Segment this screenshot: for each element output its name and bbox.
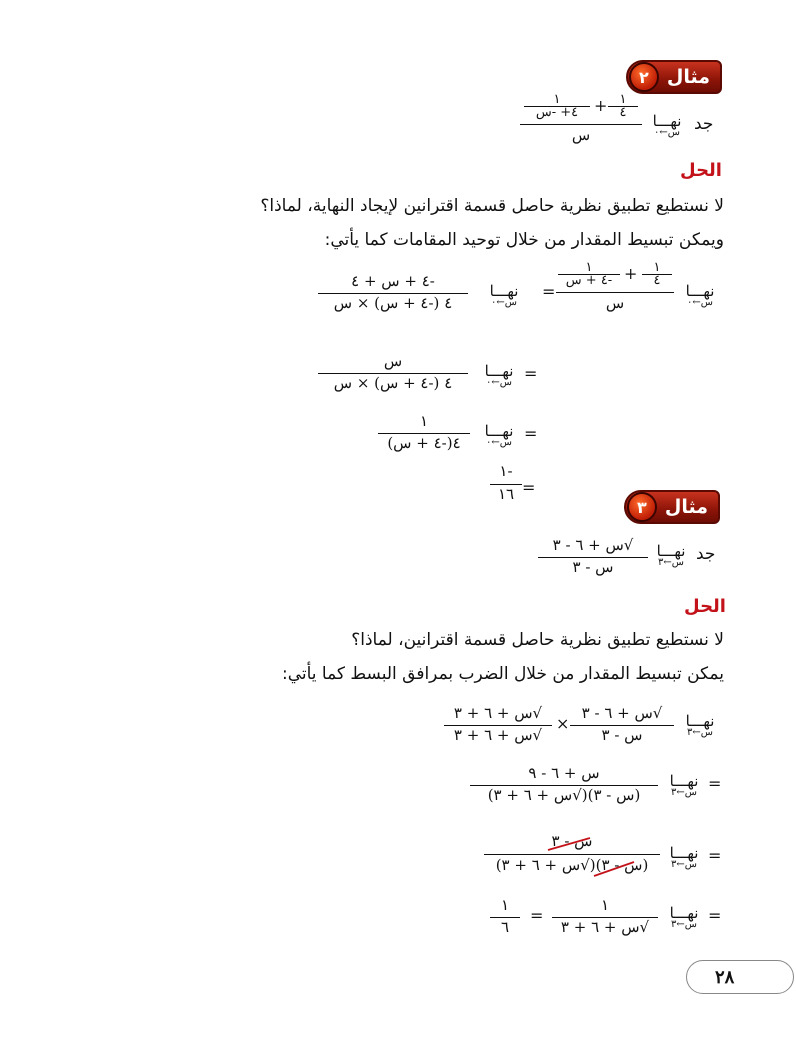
step3-fraction: ١ ٤(-٤ + س) [378,412,470,456]
problem-fraction: √س + ٦ - ٣ س - ٣ [538,536,648,580]
solution-heading: الحل [684,596,726,617]
explanation-line-1: لا نستطيع تطبيق نظرية حاصل قسمة اقترانين، لماذا؟ [351,630,724,650]
limit-operator: نهـــا س←٣ [669,772,699,798]
inner-fraction: ١ ٤ [642,260,672,288]
limit-operator: نهـــا س←٠ [685,282,715,308]
equals-sign: = [542,282,556,301]
example-label: مثال [666,66,710,88]
step1-fraction-a: √س + ٦ - ٣ س - ٣ [570,704,674,748]
inner-fraction: ١ -٤ + س [558,260,620,288]
page-number-text: ٢٨ [715,966,735,988]
example-label: مثال [664,496,708,518]
find-label: جد [696,544,716,564]
find-label: جد [694,114,714,134]
limit-operator: نهـــا س←٠ [489,282,519,308]
limit-operator: نهـــا س←٣ [656,542,686,568]
step1-fraction-b: √س + ٦ + ٣ √س + ٦ + ٣ [444,704,552,748]
inner-fraction-right: ١ ٤ [608,92,638,120]
inner-fraction-left: ١ ٤+ -س [524,92,590,120]
cancel-strike-denominator [592,858,638,880]
example-2-badge [626,60,722,94]
limit-operator: نهـــا س←٠ [484,422,514,448]
equals-sign: = [708,906,722,925]
limit-operator: نهـــا س←٣ [685,712,715,738]
page-number [686,960,794,994]
example-3-badge [624,490,720,524]
equals-sign: = [708,774,722,793]
example-number: ٢ [629,62,659,92]
step4-fraction: -١ ١٦ [490,462,522,508]
step1-left-fraction: ١ ٤ + ١ -٤ + س س [556,260,674,316]
limit-operator: نهـــا س←٣ [669,844,699,870]
equals-sign: = [530,906,544,925]
plus-sign: + [624,264,638,283]
times-sign: × [556,714,570,733]
equals-sign: = [524,424,538,443]
step2-fraction: س + ٦ - ٩ (س - ٣)(√س + ٦ + ٣) [470,764,658,808]
explanation-line-1: لا نستطيع تطبيق نظرية حاصل قسمة اقترانين لإيجاد النهاية، لماذا؟ [260,196,724,216]
solution-heading: الحل [680,160,722,181]
problem-fraction [520,92,642,148]
limit-operator: نهـــا س←٠ [484,362,514,388]
limit-operator: نهـــا س←٣ [669,904,699,930]
step4-fraction: ١ √س + ٦ + ٣ [552,896,658,940]
step2-fraction: س ٤ (-٤ + س) × س [318,352,468,396]
cancel-strike-numerator [546,834,594,854]
step5-fraction: ١ ٦ [490,896,520,940]
limit-operator: نهـــا س←٠ [652,112,682,138]
explanation-line-2: ويمكن تبسيط المقدار من خلال توحيد المقامات كما يأتي: [324,230,724,250]
step3-fraction: س - ٣ (س - ٣)(√س + ٦ + ٣) [484,832,660,880]
example-number: ٣ [627,492,657,522]
plus-sign: + [594,96,608,115]
equals-sign: = [524,364,538,383]
denominator: س [571,126,591,144]
equals-sign: = [522,478,536,497]
explanation-line-2: يمكن تبسيط المقدار من خلال الضرب بمرافق البسط كما يأتي: [281,664,724,684]
equals-sign: = [708,846,722,865]
step1-right-fraction: -٤ + س + ٤ ٤ (-٤ + س) × س [318,272,468,316]
